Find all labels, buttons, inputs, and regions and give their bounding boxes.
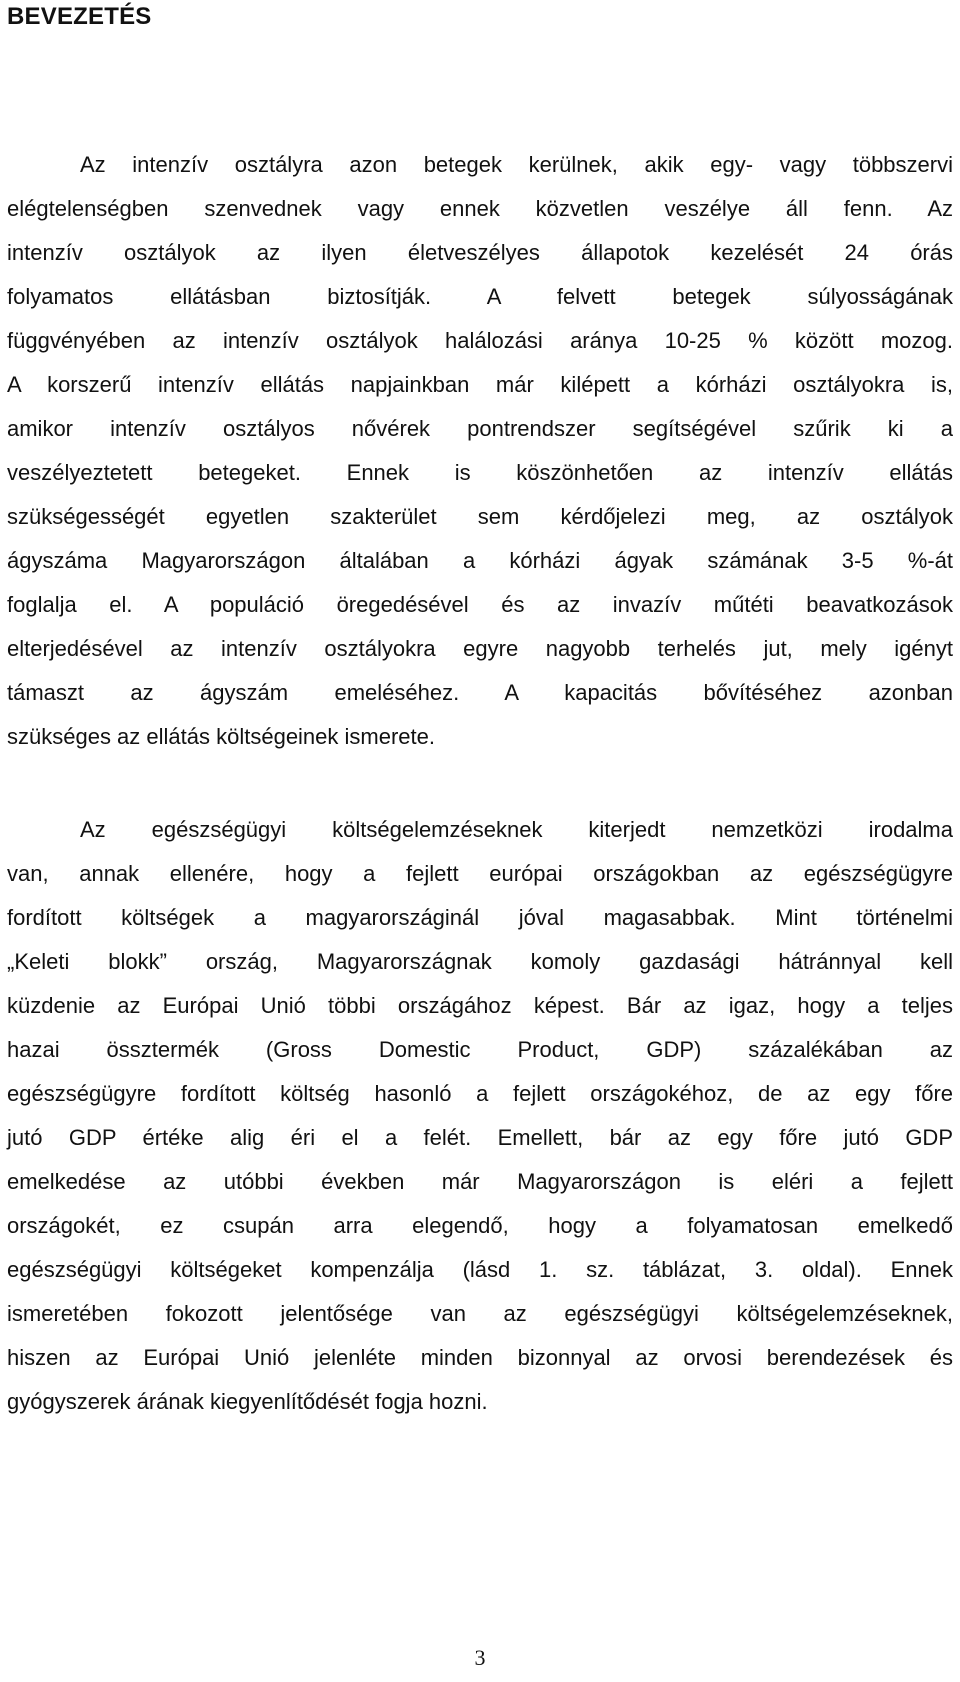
- page-number: 3: [474, 1645, 486, 1670]
- text-line: szükségességét egyetlen szakterület sem kérdőjelezi meg, az osztályok: [7, 504, 953, 529]
- text-line: emelkedése az utóbbi években már Magyarországon is eléri a fejlett: [7, 1169, 953, 1194]
- text-line: ágyszáma Magyarországon általában a kórházi ágyak számának 3-5 %-át: [7, 548, 953, 573]
- text-line: országokét, ez csupán arra elegendő, hogy a folyamatosan emelkedő: [7, 1213, 953, 1238]
- text-line: fordított költségek a magyarországinál jóval magasabbak. Mint történelmi: [7, 905, 953, 930]
- text-line: Az egészségügyi költségelemzéseknek kiterjedt nemzetközi irodalma: [80, 817, 953, 842]
- text-line: függvényében az intenzív osztályok halálozási aránya 10-25 % között mozog.: [7, 328, 953, 353]
- text-line: támaszt az ágyszám emeléséhez. A kapacitás bővítéséhez azonban: [7, 680, 953, 705]
- text-line: hazai össztermék (Gross Domestic Product, GDP) százalékában az: [7, 1037, 953, 1062]
- text-line: egészségügyi költségeket kompenzálja (lásd 1. sz. táblázat, 3. oldal). Ennek: [7, 1257, 953, 1282]
- text-line: A korszerű intenzív ellátás napjainkban már kilépett a kórházi osztályokra is,: [7, 372, 953, 397]
- text-line: foglalja el. A populáció öregedésével és az invazív műtéti beavatkozások: [7, 592, 953, 617]
- text-line: „Keleti blokk” ország, Magyarországnak komoly gazdasági hátránnyal kell: [7, 949, 953, 974]
- text-line: intenzív osztályok az ilyen életveszélyes állapotok kezelését 24 órás: [7, 240, 953, 265]
- paragraph-1: [7, 143, 953, 759]
- text-line: gyógyszerek árának kiegyenlítődését fogja hozni.: [7, 1389, 488, 1414]
- text-line: egészségügyre fordított költség hasonló a fejlett országokéhoz, de az egy főre: [7, 1081, 953, 1106]
- paragraph-2: [7, 808, 953, 1424]
- text-line: amikor intenzív osztályos nővérek pontrendszer segítségével szűrik ki a: [7, 416, 953, 441]
- text-line: ismeretében fokozott jelentősége van az egészségügyi költségelemzéseknek,: [7, 1301, 953, 1326]
- section-heading: BEVEZETÉS: [7, 3, 152, 30]
- text-line: folyamatos ellátásban biztosítják. A felvett betegek súlyosságának: [7, 284, 953, 309]
- text-line: elégtelenségben szenvednek vagy ennek közvetlen veszélye áll fenn. Az: [7, 196, 953, 221]
- text-line: szükséges az ellátás költségeinek ismerete.: [7, 724, 435, 749]
- text-line: van, annak ellenére, hogy a fejlett európai országokban az egészségügyre: [7, 861, 953, 886]
- text-line: küzdenie az Európai Unió többi országához képest. Bár az igaz, hogy a teljes: [7, 993, 953, 1018]
- text-line: veszélyeztetett betegeket. Ennek is köszönhetően az intenzív ellátás: [7, 460, 953, 485]
- text-line: elterjedésével az intenzív osztályokra egyre nagyobb terhelés jut, mely igényt: [7, 636, 953, 661]
- text-line: Az intenzív osztályra azon betegek kerülnek, akik egy- vagy többszervi: [80, 152, 953, 177]
- text-line: hiszen az Európai Unió jelenléte minden bizonnyal az orvosi berendezések és: [7, 1345, 953, 1370]
- text-line: jutó GDP értéke alig éri el a felét. Emellett, bár az egy főre jutó GDP: [7, 1125, 953, 1150]
